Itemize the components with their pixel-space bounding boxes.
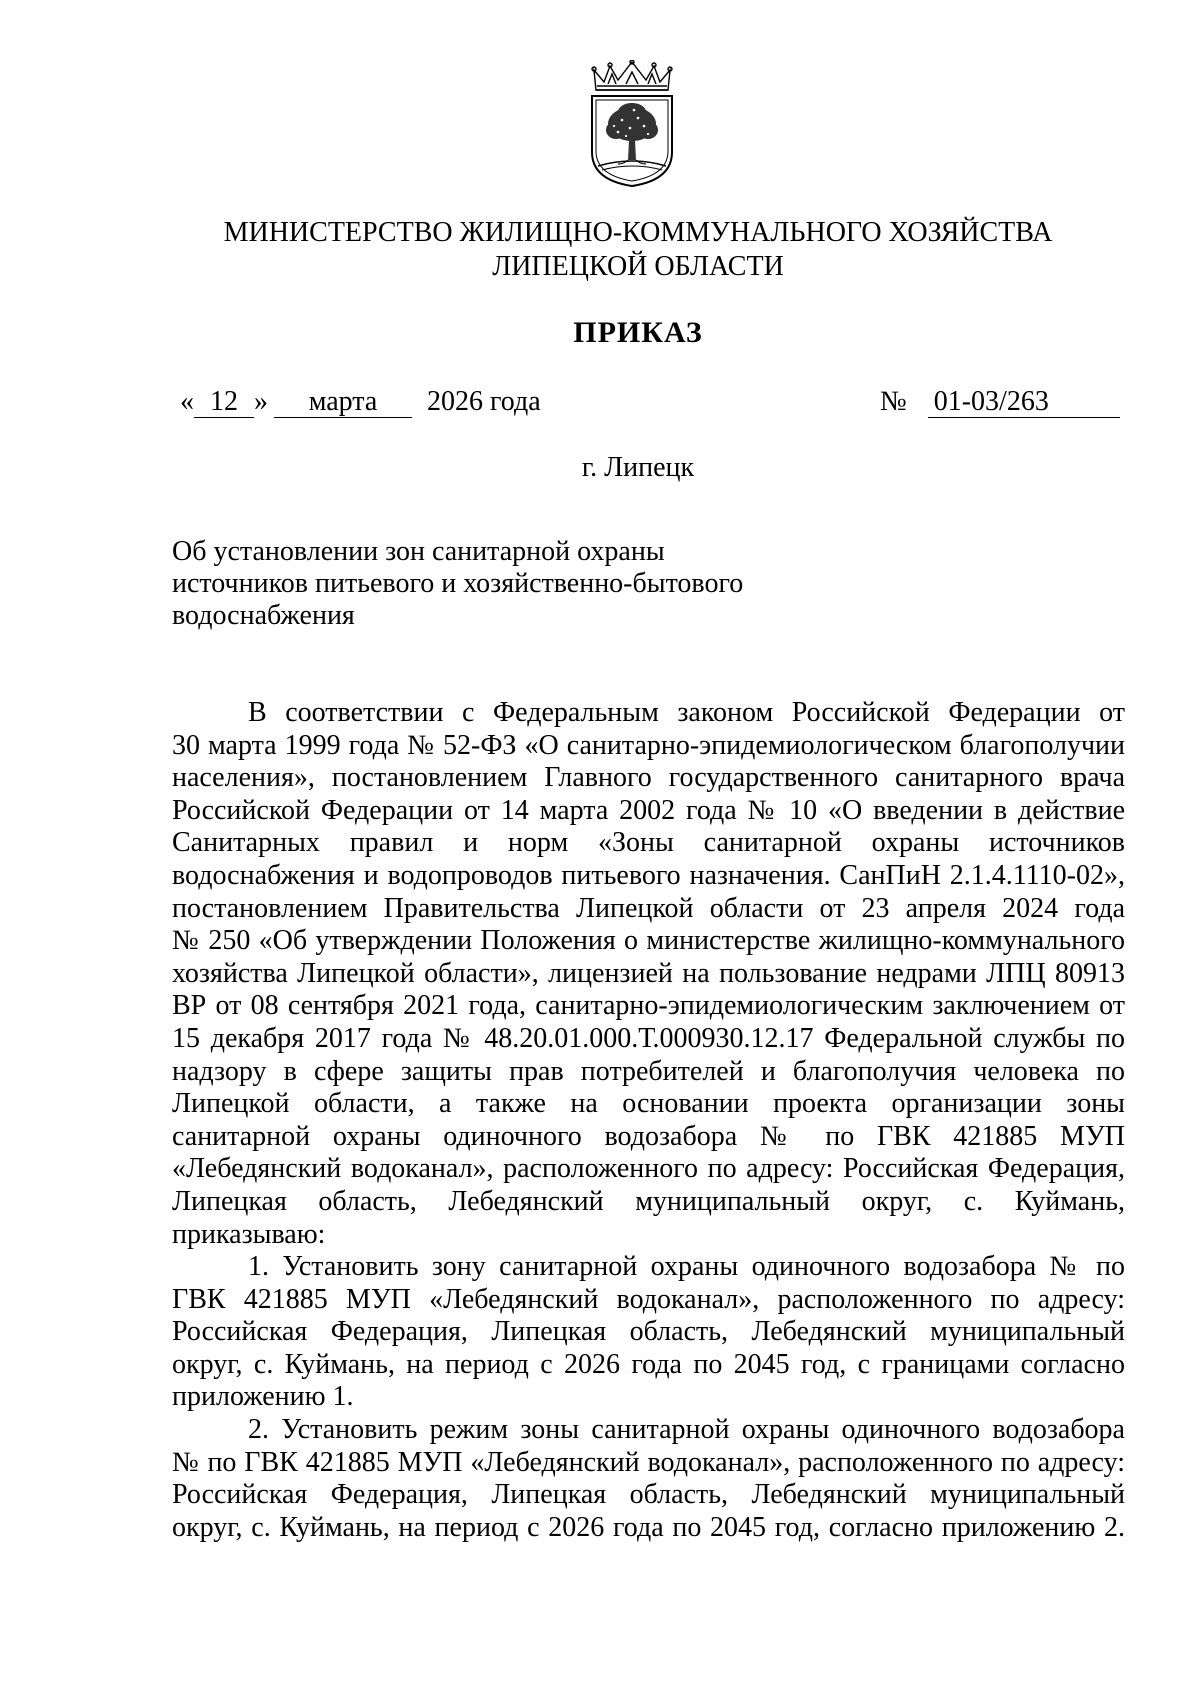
date-day: 12 xyxy=(194,387,254,418)
ministry-name xyxy=(0,216,1200,284)
preamble-line: ВР от 08 сентября 2021 года, санитарно-эпидемиологическим заключением от xyxy=(172,990,1125,1022)
preamble-line: 15 декабря 2017 года № 48.20.01.000.Т.000930.12.17 Федеральной службы по xyxy=(172,1022,1125,1054)
date-month: марта xyxy=(274,387,412,418)
item1-line: 1. Установить зону санитарной охраны одиночного водозабора № по xyxy=(248,1251,1125,1283)
item1-line: приложению 1. xyxy=(172,1381,354,1413)
item2-line: 2. Установить режим зоны санитарной охраны одиночного водозабора xyxy=(248,1414,1125,1446)
preamble-line: Липецкой области, а также на основании проекта организации зоны xyxy=(172,1088,1125,1120)
preamble-line: 30 марта 1999 года № 52-ФЗ «О санитарно-эпидемиологическом благополучии xyxy=(172,729,1125,761)
preamble-line: «Лебедянский водоканал», расположенного по адресу: Российская Федерация, xyxy=(172,1153,1125,1185)
preamble-line: хозяйства Липецкой области», лицензией на пользование недрами ЛПЦ 80913 xyxy=(172,957,1125,989)
date-open-quote: « xyxy=(180,386,194,417)
preamble-line: водоснабжения и водопроводов питьевого назначения. СанПиН 2.1.4.1110-02», xyxy=(172,859,1125,891)
preamble-line: надзору в сфере защиты прав потребителей и благополучия человека по xyxy=(172,1055,1125,1087)
item1-line: ГВК 421885 МУП «Лебедянский водоканал», расположенного по адресу: xyxy=(172,1283,1125,1315)
date-number-row xyxy=(180,384,1100,420)
number-sign: № xyxy=(880,386,907,417)
document-date xyxy=(180,384,541,420)
preamble-paragraph xyxy=(172,697,1125,1251)
date-year: 2026 года xyxy=(427,386,541,417)
preamble-line: Российской Федерации от 14 марта 2002 года № 10 «О введении в действие xyxy=(172,794,1125,826)
document-number xyxy=(880,384,1120,420)
preamble-line: санитарной охраны одиночного водозабора № по ГВК 421885 МУП xyxy=(172,1120,1125,1152)
document-city: г. Липецк xyxy=(581,452,695,483)
subject-line1: Об установлении зон санитарной охраны xyxy=(172,536,665,567)
ministry-name-line2: ЛИПЕЦКОЙ ОБЛАСТИ xyxy=(492,251,784,282)
item1-paragraph xyxy=(172,1251,1125,1414)
preamble-line: постановлением Правительства Липецкой области от 23 апреля 2024 года xyxy=(172,892,1125,924)
preamble-line: населения», постановлением Главного государственного санитарного врача xyxy=(172,762,1125,794)
lipetsk-coat-of-arms-icon xyxy=(588,60,676,188)
preamble-line: приказываю: xyxy=(172,1218,326,1250)
item2-line: № по ГВК 421885 МУП «Лебедянский водоканал», расположенного по адресу: xyxy=(172,1446,1125,1478)
item1-line: Российская Федерация, Липецкая область, Лебедянский муниципальный xyxy=(172,1316,1125,1348)
preamble-line: Санитарных правил и норм «Зоны санитарной охраны источников xyxy=(172,827,1125,859)
item2-line: Российская Федерация, Липецкая область, Лебедянский муниципальный xyxy=(172,1479,1125,1511)
ministry-name-line1: МИНИСТЕРСТВО ЖИЛИЩНО-КОММУНАЛЬНОГО ХОЗЯЙСТВА xyxy=(223,217,1053,248)
date-close-quote: » xyxy=(254,386,268,417)
item2-paragraph xyxy=(172,1414,1125,1544)
preamble-line: Липецкая область, Лебедянский муниципальный округ, с. Куймань, xyxy=(172,1185,1125,1217)
number-value: 01-03/263 xyxy=(928,387,1120,418)
preamble-line: В соответствии с Федеральным законом Российской Федерации от xyxy=(248,697,1125,728)
preamble-line: № 250 «Об утверждении Положения о министерстве жилищно-коммунального xyxy=(172,925,1125,957)
subject-line3: водоснабжения xyxy=(172,600,355,631)
document-subject xyxy=(172,536,792,632)
item1-line: округ, с. Куймань, на период с 2026 года по 2045 год, с границами согласно xyxy=(172,1348,1125,1380)
document-body xyxy=(172,697,1125,1544)
document-type: ПРИКАЗ xyxy=(573,316,703,349)
item2-line: округ, с. Куймань, на период с 2026 года по 2045 год, согласно приложению 2. xyxy=(172,1511,1125,1543)
subject-line2: источников питьевого и хозяйственно-бытового xyxy=(172,568,744,599)
